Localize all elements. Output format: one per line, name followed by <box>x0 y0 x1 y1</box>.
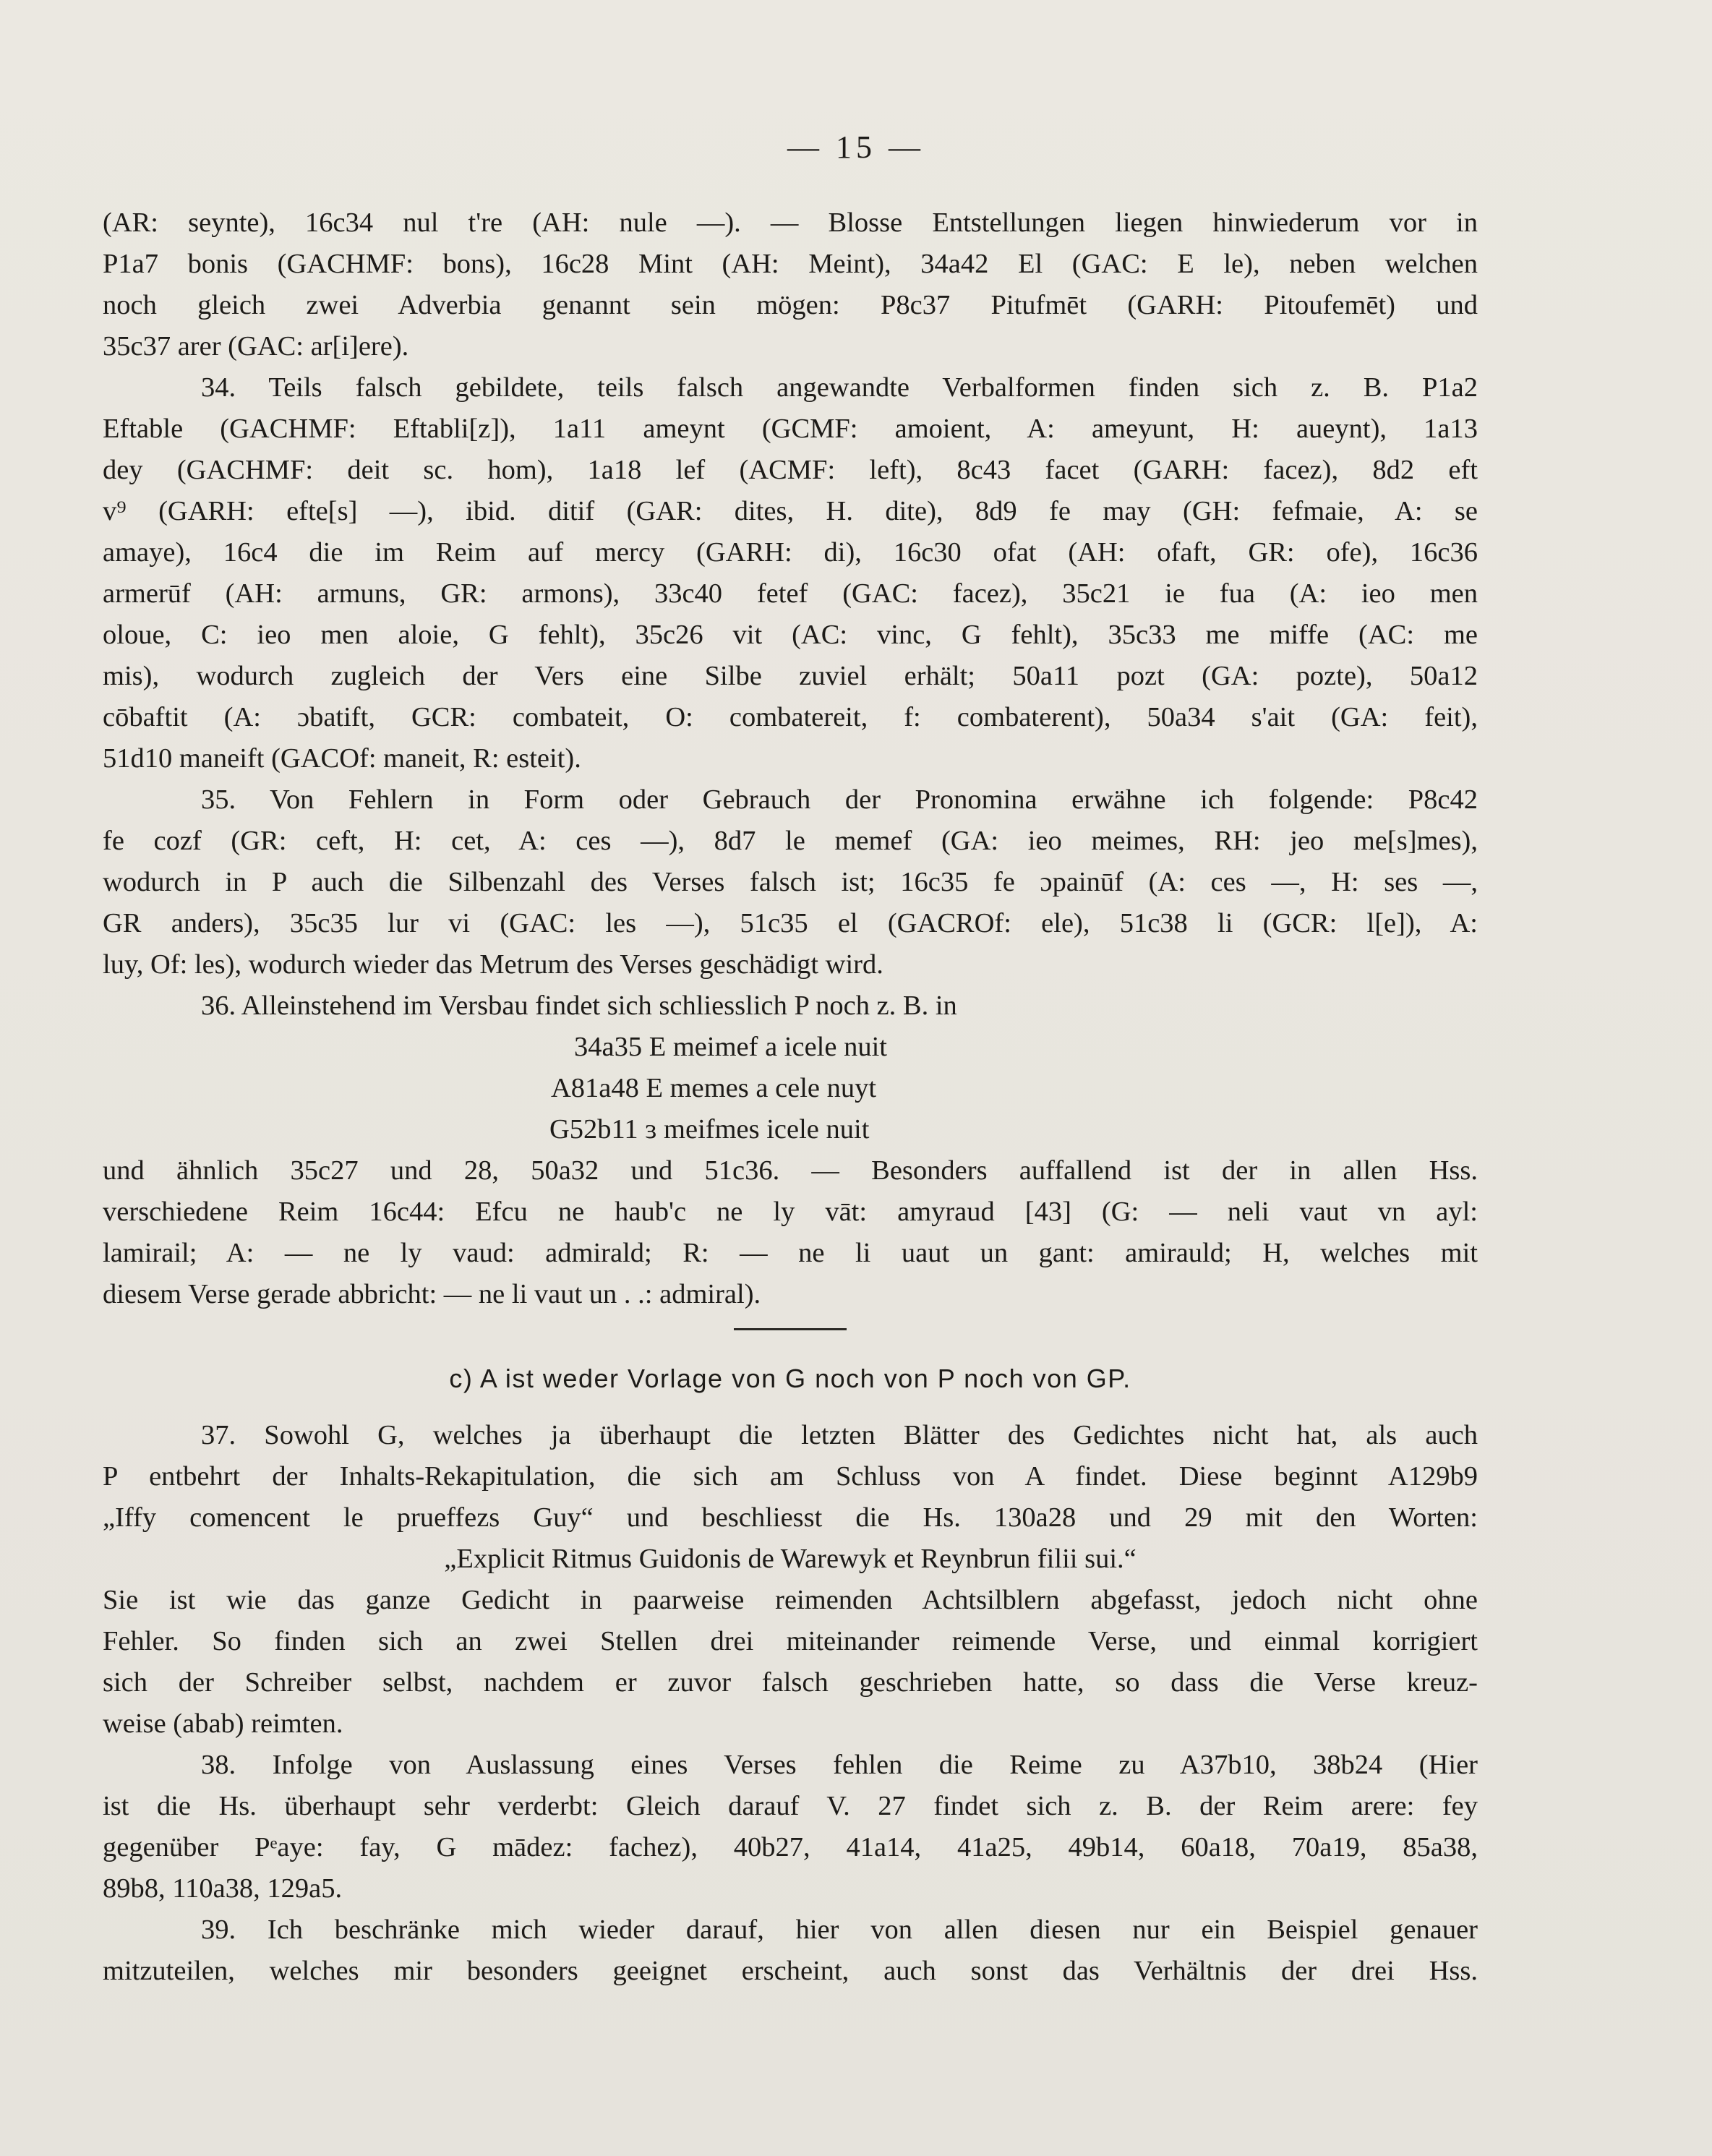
quoted-explicit: „Explicit Ritmus Guidonis de Warewyk et Reynbrun filii sui.“ <box>444 1544 1137 1574</box>
text-line: wodurch in P auch die Silbenzahl des Verses falsch ist; 16c35 fe ɔpainūf (A: ces —, H: ses —, <box>103 867 1478 897</box>
text-line: P1a7 bonis (GACHMF: bons), 16c28 Mint (AH: Meint), 34a42 El (GAC: E le), neben welchen <box>103 249 1478 279</box>
text-line: oloue, C: ieo men aloie, G fehlt), 35c26 vit (AC: vinc, G fehlt), 35c33 me miffe (AC: me <box>103 620 1478 650</box>
verse-text: E meimef a icele nuit <box>649 1032 887 1062</box>
text-line: Sie ist wie das ganze Gedicht in paarweise reimenden Achtsilblern abgefasst, jedoch nicht ohne <box>103 1585 1478 1615</box>
verse-ref: G52b11 <box>549 1114 638 1145</box>
paragraph-34-start: 34. Teils falsch gebildete, teils falsch angewandte Verbalformen finden sich z. B. P1a2 <box>201 372 1478 403</box>
verse-line <box>103 1027 1478 1068</box>
text-line: cōbaftit (A: ɔbatift, GCR: combateit, O: combatereit, f: combaterent), 50a34 s'ait (GA: feit), <box>103 702 1478 732</box>
text-line: Fehler. So finden sich an zwei Stellen drei miteinander reimende Verse, und einmal korrigiert <box>103 1626 1478 1656</box>
text-line: fe cozf (GR: ceft, H: cet, A: ces —), 8d7 le memef (GA: ieo meimes, RH: jeo me[s]mes), <box>103 826 1478 856</box>
text-line: 51d10 maneift (GACOf: maneit, R: esteit). <box>103 743 581 774</box>
text-line: dey (GACHMF: deit sc. hom), 1a18 lef (ACMF: left), 8c43 facet (GARH: facez), 8d2 eft <box>103 455 1478 485</box>
section-divider <box>734 1328 847 1330</box>
text-line: lamirail; A: — ne ly vaud: admirald; R: — ne li uaut un gant: amirauld; H, welches mit <box>103 1238 1478 1268</box>
text-line: 89b8, 110a38, 129a5. <box>103 1873 343 1904</box>
section-heading: c) A ist weder Vorlage von G noch von P noch von GP. <box>449 1364 1131 1393</box>
text-line: amaye), 16c4 die im Reim auf mercy (GARH: di), 16c30 ofat (AH: ofaft, GR: ofe), 16c36 <box>103 537 1478 568</box>
section-divider-wrap <box>103 1328 1478 1358</box>
body-text <box>103 202 1478 1992</box>
text-line: gegenüber Pᵉaye: fay, G mādez: fachez), 40b27, 41a14, 41a25, 49b14, 60a18, 70a19, 85a38, <box>103 1832 1478 1862</box>
text-line: 35c37 arer (GAC: ar[i]ere). <box>103 331 409 362</box>
spacer <box>103 1399 1478 1415</box>
paragraph-38-start: 38. Infolge von Auslassung eines Verses fehlen die Reime zu A37b10, 38b24 (Hier <box>201 1750 1478 1780</box>
paragraph-35-start: 35. Von Fehlern in Form oder Gebrauch der Pronomina erwähne ich folgende: P8c42 <box>201 784 1478 815</box>
text-line: sich der Schreiber selbst, nachdem er zuvor falsch geschrieben hatte, so dass die Verse kreuz- <box>103 1667 1478 1698</box>
page-number: — 15 — <box>787 129 925 165</box>
paragraph-39-start: 39. Ich beschränke mich wieder darauf, hier von allen diesen nur ein Beispiel genauer <box>201 1915 1478 1945</box>
text-line: verschiedene Reim 16c44: Efcu ne haub'c ne ly vāt: amyraud [43] (G: — neli vaut vn ayl: <box>103 1197 1478 1227</box>
text-line: mitzuteilen, welches mir besonders geeignet erscheint, auch sonst das Verhältnis der drei Hss. <box>103 1956 1478 1986</box>
paragraph-37-start: 37. Sowohl G, welches ja überhaupt die letzten Blätter des Gedichtes nicht hat, als auch <box>201 1420 1478 1450</box>
text-line: diesem Verse gerade abbricht: — ne li vaut un . .: admiral). <box>103 1279 761 1309</box>
text-line: P entbehrt der Inhalts-Rekapitulation, die sich am Schluss von A findet. Diese beginnt A129b9 <box>103 1461 1478 1492</box>
text-line: luy, Of: les), wodurch wieder das Metrum des Verses geschädigt wird. <box>103 949 883 980</box>
verse-line <box>103 1068 1478 1109</box>
text-line: „Iffy comencent le prueffezs Guy“ und beschliesst die Hs. 130a28 und 29 mit den Worten: <box>103 1502 1478 1533</box>
paragraph-36-start: 36. Alleinstehend im Versbau findet sich schliesslich P noch z. B. in <box>201 991 957 1021</box>
text-line: und ähnlich 35c27 und 28, 50a32 und 51c36. — Besonders auffallend ist der in allen Hss. <box>103 1155 1478 1186</box>
verse-ref: 34a35 <box>574 1032 643 1062</box>
verse-ref: A81a48 <box>551 1073 639 1103</box>
text-line: v⁹ (GARH: efte[s] —), ibid. ditif (GAR: dites, H. dite), 8d9 fe may (GH: fefmaie, A: se <box>103 496 1478 526</box>
verse-text: E memes a cele nuyt <box>646 1073 877 1103</box>
text-line: weise (abab) reimten. <box>103 1708 343 1739</box>
text-line: noch gleich zwei Adverbia genannt sein mögen: P8c37 Pitufmēt (GARH: Pitoufemēt) und <box>103 290 1478 320</box>
text-line: (AR: seynte), 16c34 nul t're (AH: nule —). — Blosse Entstellungen liegen hinwiederum vor in <box>103 208 1478 238</box>
text-line: ist die Hs. überhaupt sehr verderbt: Gleich darauf V. 27 findet sich z. B. der Reim arere: fey <box>103 1791 1478 1821</box>
text-line: Eftable (GACHMF: Eftabli[z]), 1a11 ameynt (GCMF: amoient, A: ameyunt, H: aueynt), 1a13 <box>103 414 1478 444</box>
verse-text: ɜ meifmes icele nuit <box>645 1114 870 1145</box>
verse-line <box>103 1109 1478 1150</box>
text-line: mis), wodurch zugleich der Vers eine Silbe zuviel erhält; 50a11 pozt (GA: pozte), 50a12 <box>103 661 1478 691</box>
text-line: GR anders), 35c35 lur vi (GAC: les —), 51c35 el (GACROf: ele), 51c38 li (GCR: l[e]), A: <box>103 908 1478 938</box>
text-line: armerūf (AH: armuns, GR: armons), 33c40 fetef (GAC: facez), 35c21 ie fua (A: ieo men <box>103 578 1478 609</box>
